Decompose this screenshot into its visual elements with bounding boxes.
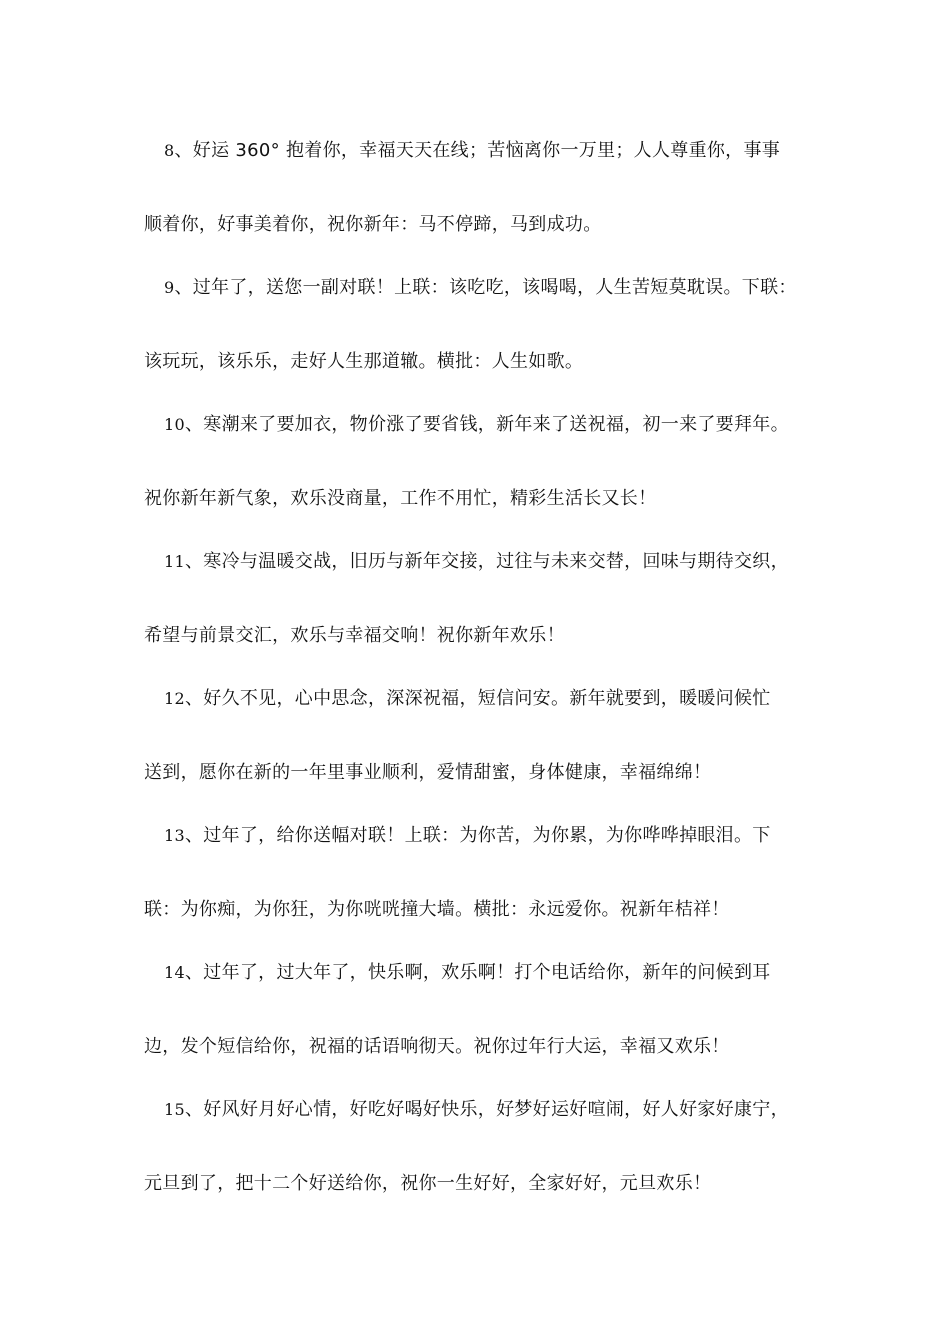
item-first-line: [164, 139, 844, 163]
item-text: 、寒潮来了要加衣，物价涨了要省钱，新年来了送祝福，初一来了要拜年。: [184, 414, 789, 435]
item-second-line: 元旦到了，把十二个好送给你，祝你一生好好，全家好好，元旦欢乐！: [144, 1173, 712, 1194]
item-text: 、过年了，送您一副对联！上联：该吃吃，该喝喝，人生苦短莫耽误。下联：: [174, 277, 797, 298]
item-text: 、好风好月好心情，好吃好喝好快乐，好梦好运好喧闹，好人好家好康宁，: [184, 1099, 789, 1120]
item-text: 、过年了，过大年了，快乐啊，欢乐啊！打个电话给你，新年的问候到耳: [184, 962, 771, 983]
item-first-line: [164, 413, 844, 437]
item-second-line: 祝你新年新气象，欢乐没商量，工作不用忙，精彩生活长又长！: [144, 488, 657, 509]
item-first-line: [164, 276, 844, 300]
item-second-line: 边，发个短信给你，祝福的话语响彻天。祝你过年行大运，幸福又欢乐！: [144, 1036, 730, 1057]
item-second-line: 该玩玩，该乐乐，走好人生那道辙。横批：人生如歌。: [144, 351, 584, 372]
item-second-line: 希望与前景交汇，欢乐与幸福交响！祝你新年欢乐！: [144, 625, 565, 646]
item-first-line: [164, 1098, 844, 1122]
item-number: 13: [164, 826, 185, 845]
item-first-line: [164, 961, 844, 985]
item-first-line: [164, 824, 844, 848]
item-text: 、好运 360° 抱着你，幸福天天在线；苦恼离你一万里；人人尊重你，事事: [174, 140, 781, 161]
item-number: 12: [164, 689, 185, 708]
item-number: 11: [164, 552, 185, 571]
item-first-line: [164, 687, 844, 711]
item-second-line: 顺着你，好事美着你，祝你新年：马不停蹄，马到成功。: [144, 214, 602, 235]
item-number: 8: [164, 141, 175, 160]
item-first-line: [164, 550, 844, 574]
item-number: 10: [164, 415, 185, 434]
item-text: 、寒冷与温暖交战，旧历与新年交接，过往与未来交替，回味与期待交织，: [184, 551, 789, 572]
item-number: 9: [164, 278, 175, 297]
item-second-line: 送到，愿你在新的一年里事业顺利，爱情甜蜜，身体健康，幸福绵绵！: [144, 762, 712, 783]
item-text: 、过年了，给你送幅对联！上联：为你苦，为你累，为你哗哗掉眼泪。下: [184, 825, 771, 846]
item-number: 15: [164, 1100, 185, 1119]
item-text: 、好久不见，心中思念，深深祝福，短信问安。新年就要到，暖暖问候忙: [184, 688, 771, 709]
item-number: 14: [164, 963, 185, 982]
item-second-line: 联：为你痴，为你狂，为你咣咣撞大墙。横批：永远爱你。祝新年桔祥！: [144, 899, 730, 920]
